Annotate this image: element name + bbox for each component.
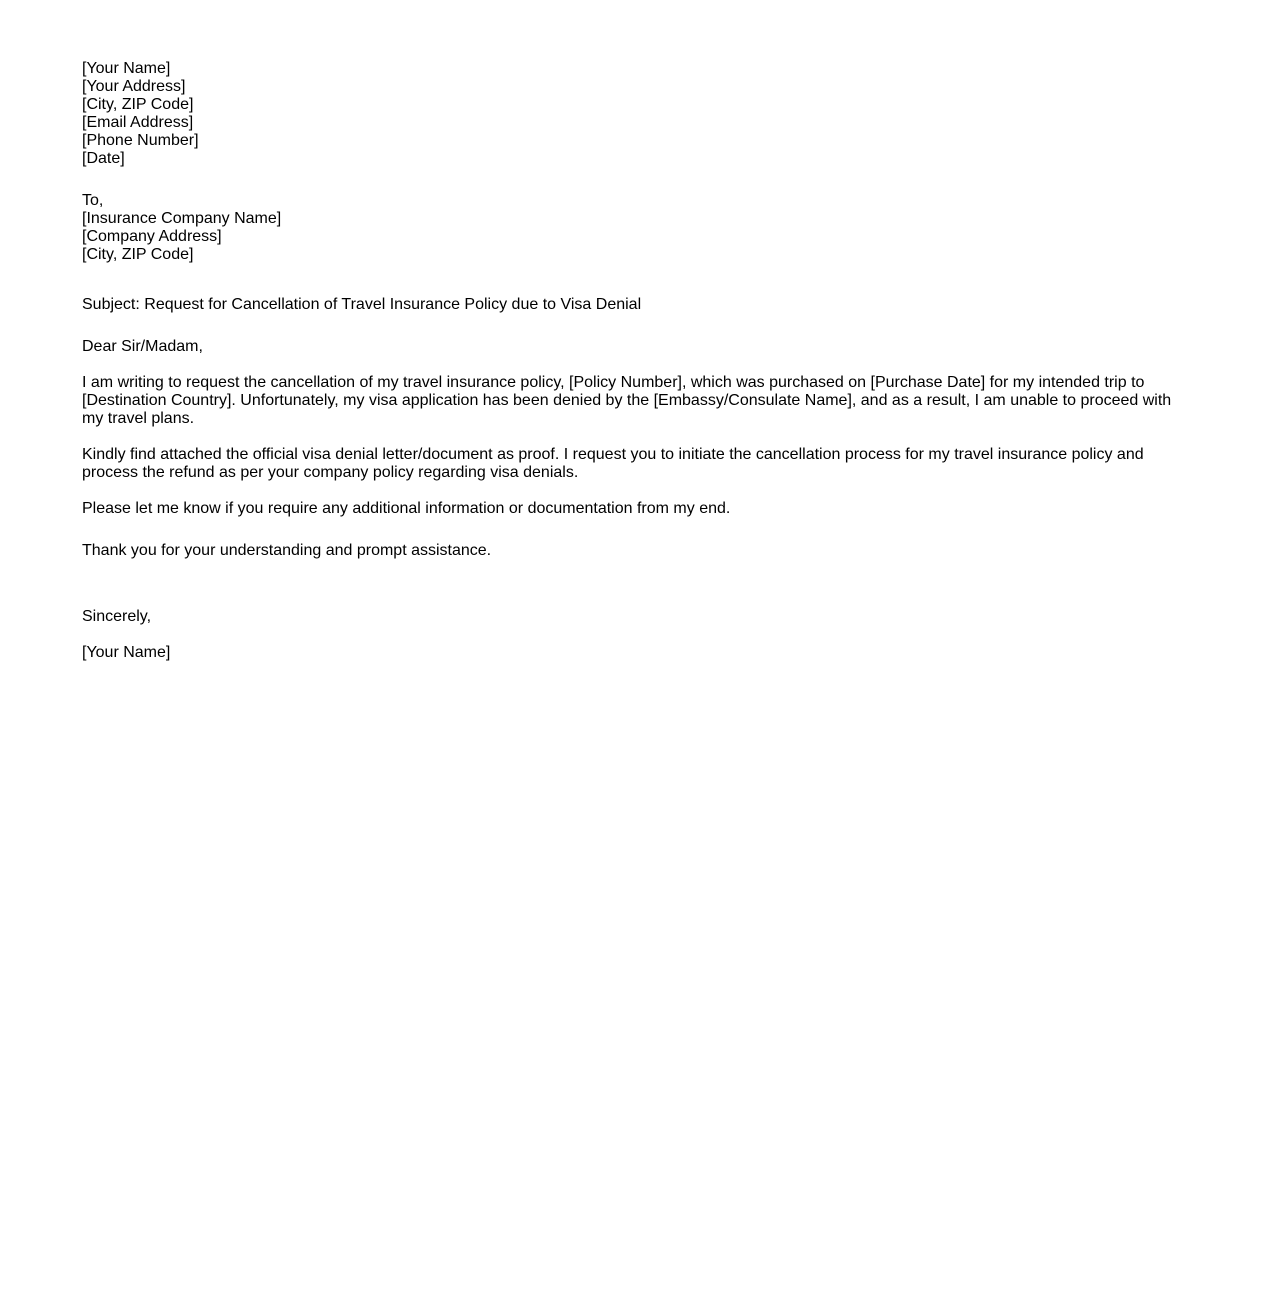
recipient-company-address: [Company Address] — [82, 228, 222, 245]
letter-date: [Date] — [82, 150, 125, 167]
sender-address: [Your Address] — [82, 78, 186, 95]
sender-address-block — [82, 60, 1182, 168]
recipient-salutation-to: To, — [82, 192, 104, 209]
letter — [82, 60, 1182, 662]
sender-email: [Email Address] — [82, 114, 194, 131]
body-paragraph: Thank you for your understanding and prompt assistance. — [82, 542, 492, 559]
recipient-city-zip: [City, ZIP Code] — [82, 246, 194, 263]
signature: [Your Name] — [82, 644, 171, 661]
body-paragraph: I am writing to request the cancellation of my travel insurance policy, [Policy Number], which was purchased on [Purchase Date] for my intended trip to [Destination Country]. Unfortunately, my visa application has been denied by the [Embassy/Consulate Name], and as a result, I am unable to proceed with my travel plans. — [82, 374, 1172, 427]
recipient-address-block — [82, 192, 1182, 264]
closing: Sincerely, — [82, 608, 152, 625]
sender-city-zip: [City, ZIP Code] — [82, 96, 194, 113]
sender-phone: [Phone Number] — [82, 132, 199, 149]
subject-line: Subject: Request for Cancellation of Travel Insurance Policy due to Visa Denial — [82, 296, 642, 313]
sender-name: [Your Name] — [82, 60, 171, 77]
body-paragraph: Please let me know if you require any additional information or documentation from my end. — [82, 500, 731, 517]
greeting: Dear Sir/Madam, — [82, 338, 203, 355]
recipient-company-name: [Insurance Company Name] — [82, 210, 282, 227]
body-paragraph: Kindly find attached the official visa denial letter/document as proof. I request you to initiate the cancellation process for my travel insurance policy and process the refund as per your company policy regarding visa denials. — [82, 446, 1144, 481]
